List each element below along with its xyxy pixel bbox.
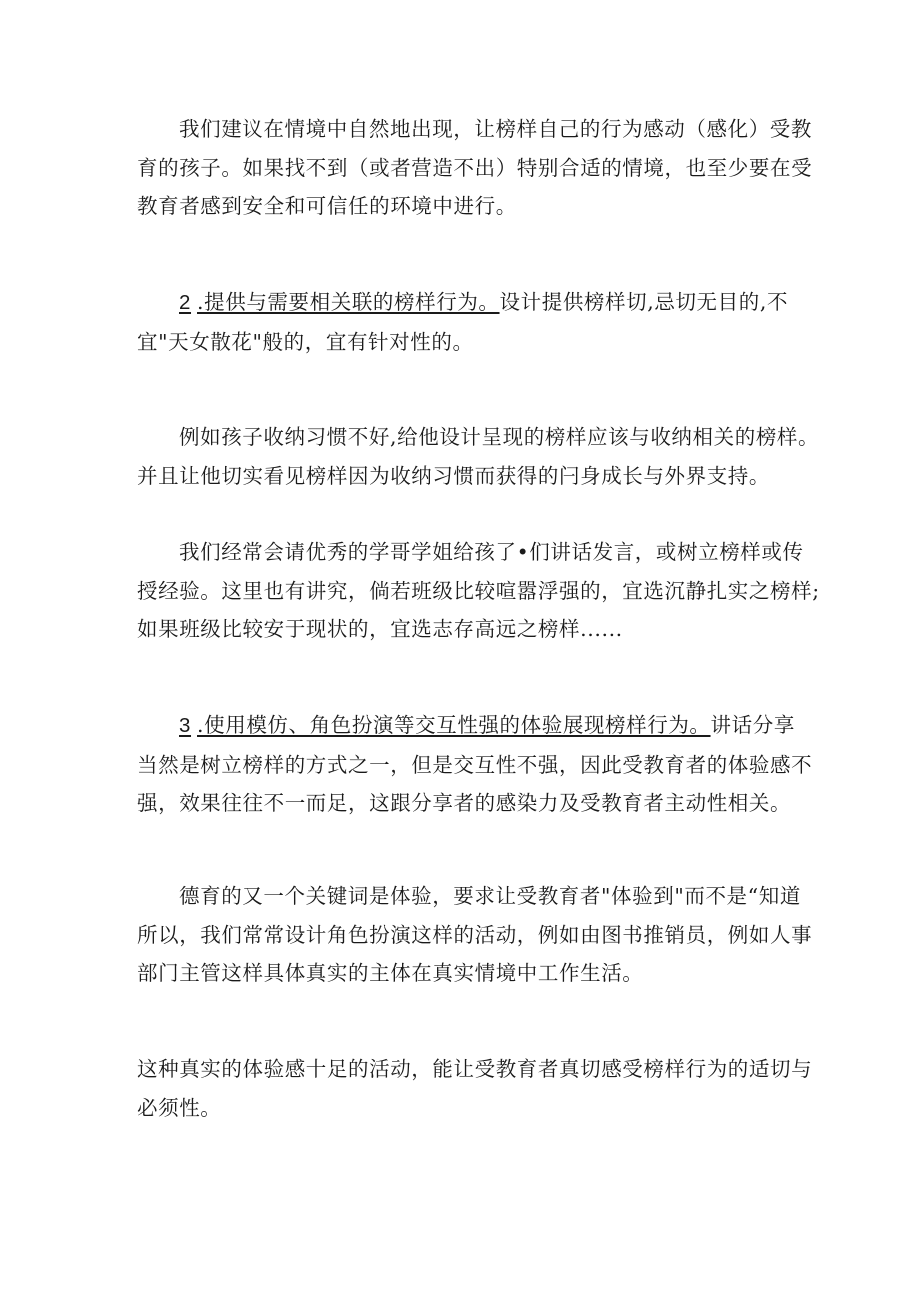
paragraph-line bbox=[137, 283, 787, 323]
section-number: 3 bbox=[179, 714, 192, 737]
paragraph-line: 育的孩子。如果找不到（或者营造不出）特别合适的情境，也至少要在受 bbox=[137, 155, 813, 180]
paragraph-line bbox=[137, 706, 795, 746]
paragraph-4 bbox=[137, 533, 820, 649]
paragraph-1 bbox=[137, 110, 813, 226]
paragraph-7 bbox=[137, 1050, 813, 1127]
section-number: 2 bbox=[179, 291, 192, 314]
paragraph-line: 强，效果往往不一而足，这跟分享者的感染力及受教育者主动性相关。 bbox=[137, 791, 792, 815]
paragraph-line: 我们建议在情境中自然地出现，让榜样自己的行为感动（感化）受教 bbox=[179, 117, 812, 141]
paragraph-line: 我们经常会请优秀的学哥学姐给孩了•们讲话发言，或树立榜样或传 bbox=[179, 540, 804, 564]
paragraph-line: 如果班级比较安于现状的，宜选志存高远之榜样...... bbox=[137, 617, 623, 641]
paragraph-text: 讲话分享 bbox=[710, 713, 795, 737]
paragraph-line: 并且让他切实看见榜样因为收纳习惯而获得的闩身成长与外界支持。 bbox=[137, 463, 770, 488]
paragraph-5 bbox=[137, 706, 813, 823]
paragraph-text: 设计提供榜样切,忌切无目的,不 bbox=[499, 290, 789, 314]
section-heading: .提供与需要相关联的榜样行为。 bbox=[197, 290, 500, 314]
paragraph-3 bbox=[137, 418, 820, 495]
paragraph-line: 部门主管这样具体真实的主体在真实情境中工作生活。 bbox=[137, 961, 644, 985]
paragraph-line: 必须性。 bbox=[137, 1095, 222, 1120]
paragraph-line: 德育的又一个关键词是体验，要求让受教育者"体验到"而不是“知道 bbox=[179, 884, 801, 908]
paragraph-line: 宜"天女散花"般的，宜有针对性的。 bbox=[137, 329, 474, 354]
paragraph-line: 授经验。这里也有讲究，倘若班级比较喧嚣浮强的，宜选沉静扎实之榜样; bbox=[137, 578, 820, 603]
paragraph-line: 当然是树立榜样的方式之一，但是交互性不强，因此受教育者的体验感不 bbox=[137, 752, 813, 777]
paragraph-line: 例如孩子收纳习惯不好,给他设计呈现的榜样应该与收纳相关的榜样。 bbox=[179, 425, 820, 449]
paragraph-line: 这种真实的体验感十足的活动，能让受教育者真切感受榜样行为的适切与 bbox=[137, 1057, 813, 1081]
paragraph-line: 所以，我们常常设计角色扮演这样的活动，例如由图书推销员，例如人事 bbox=[137, 922, 813, 947]
paragraph-2 bbox=[137, 283, 787, 361]
section-heading: .使用模仿、角色扮演等交互性强的体验展现榜样行为。 bbox=[197, 713, 711, 737]
paragraph-6 bbox=[137, 877, 813, 993]
paragraph-line: 教育者感到安全和可信任的环境中进行。 bbox=[137, 194, 517, 218]
